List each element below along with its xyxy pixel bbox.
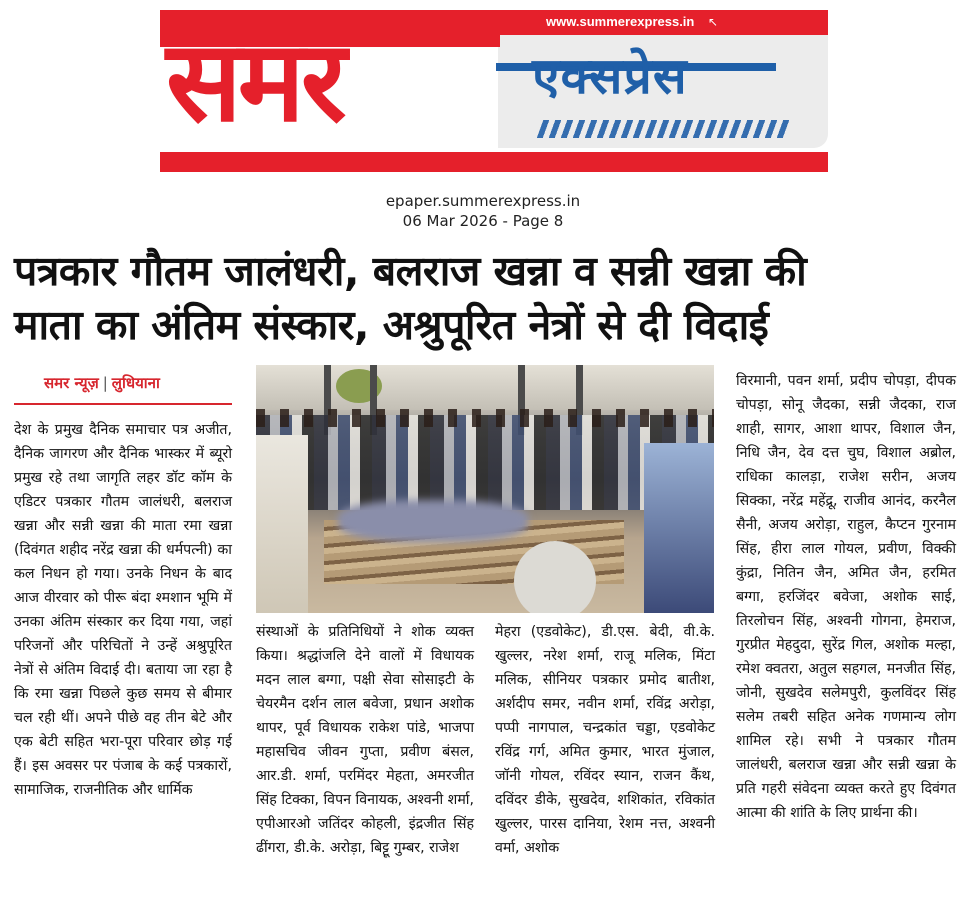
photo-crowd-heads bbox=[256, 409, 714, 427]
article-text: देश के प्रमुख दैनिक समाचार पत्र अजीत, दैनिक जागरण और दैनिक भास्कर में ब्यूरो प्रमुख रहे तथा जागृति लहर डॉट कॉम के एडिटर पत्रकार गौतम जालंधरी, बलराज खन्ना और सन्नी खन्ना की माता रमा खन्ना (दिवंगत शहीद नरेंद्र खन्ना की धर्मपत्नी) का कल निधन हो गया। उनके निधन के बाद आज वीरवार को पीरू बंदा श्मशान भूमि में उनका अंतिम संस्कार कर दिया गया, जहां परिजनों और परिचितों ने उन्हें अश्रुपूरित नेत्रों से अंतिम विदाई दी। बताया जा रहा है कि रमा खन्ना पिछले कुछ समय से बीमार चल रही थीं। अपने पीछे वह तीन बेटे और एक बेटी सहित भरा-पूरा परिवार छोड़ गई हैं। इस अवसर पर पंजाब के कई पत्रकारों, सामाजिक, राजनीतिक और धार्मिक bbox=[14, 422, 232, 798]
article-text: मेहरा (एडवोकेट), डी.एस. बेदी, वी.के. खुल्लर, नरेश शर्मा, राजू मलिक, मिंटा मलिक, सीनियर पत्रकार प्रमोद बातीश, अर्शदीप समर, नवीन शर्मा, रविंद्र अरोड़ा, पप्पी नागपाल, चन्द्रकांत चड्डा, एडवोकेट रविंद्र गर्ग, अमित कुमार, भारत मुंजाल, जॉनी गोयल, रविंदर स्यान, राजन कैंथ, दविंदर डीके, सुखदेव, शशिकांत, रविकांत खुल्लर, पारस दानिया, रेशम नत्त, अश्वनी वर्मा, अशोक bbox=[495, 624, 715, 856]
byline bbox=[44, 373, 160, 393]
headline-line-1: पत्रकार गौतम जालंधरी, बलराज खन्ना व सन्नी खन्ना की bbox=[14, 247, 807, 295]
website-url[interactable]: www.summerexpress.in bbox=[546, 14, 695, 29]
masthead-logo bbox=[160, 10, 828, 172]
edition-date-page: 06 Mar 2026 - Page 8 bbox=[402, 212, 564, 230]
article-text: विरमानी, पवन शर्मा, प्रदीप चोपड़ा, दीपक चोपड़ा, सोनू जैदका, सन्नी जैदका, राज शाही, सागर, आशा थापर, विशाल जैन, निधि जैन, देव दत्त चुघ, विशाल अब्रोल, राधिका कालड़ा, राजेश सरीन, अजय सिक्का, नरेंद्र महेंद्रू, राजीव आनंद, करनैल सैनी, अजय अरोड़ा, राहुल, कैप्टन गुरनाम सिंह, हीरा लाल गोयल, प्रवीण, विक्की कुंद्रा, नितिन जैन, अमित जैन, हरमित बग्गा, हरजिंदर बवेजा, अशोक साई, तिरलोचन सिंह, अश्वनी गोगना, हेमराज, गुरप्रीत मेहदुदा, सुरेंद्र गिल, अशोक मल्हा, रमेश क्वतरा, अतुल सहगल, मनजीत सिंह, जोनी, सुखदेव सलेमपुरी, कुलविंदर सिंह सलेम तबरी सहित अनेक गणमान्य लोग शामिल रहे। सभी ने पत्रकार गौतम जालंधरी, बलराज खन्ना और सन्नी खन्ना के प्रति गहरी संवेदना व्यक्त करते हुए दिवंगत आत्मा की शांति के लिए प्रार्थना की। bbox=[736, 373, 956, 821]
byline-separator: | bbox=[102, 374, 108, 392]
article-column-4 bbox=[736, 369, 956, 825]
byline-city: लुधियाना bbox=[111, 374, 160, 392]
article-column-2 bbox=[256, 620, 474, 860]
article-headline bbox=[14, 244, 954, 352]
photo-person-right bbox=[644, 443, 714, 613]
masthead-stripes bbox=[537, 120, 794, 138]
brand-secondary: एक्सप्रेस bbox=[532, 47, 688, 105]
cursor-arrow-icon: ↖ bbox=[708, 15, 719, 29]
masthead-bottom-bar bbox=[160, 152, 828, 172]
byline-rule bbox=[14, 403, 232, 405]
photo-foreground-head bbox=[514, 541, 596, 613]
brand-primary: समर bbox=[166, 17, 343, 147]
epaper-site: epaper.summerexpress.in bbox=[385, 192, 581, 210]
headline-line-2: माता का अंतिम संस्कार, अश्रुपूरित नेत्रों से दी विदाई bbox=[14, 301, 769, 349]
photo-person-left bbox=[256, 435, 308, 613]
article-column-3 bbox=[495, 620, 715, 860]
article-text: संस्थाओं के प्रतिनिधियों ने शोक व्यक्त किया। श्रद्धांजलि देने वालों में विधायक मदन लाल बग्गा, पक्षी सेवा सोसाइटी के चेयरमैन दर्शन लाल बवेजा, प्रधान अशोक थापर, पूर्व विधायक राकेश पांडे, भाजपा महासचिव जीवन गुप्ता, प्रवीण बंसल, आर.डी. शर्मा, परमिंदर मेहता, अमरजीत सिंह टिक्का, विपन विनायक, अश्वनी शर्मा, एपीआरओ जतिंदर कोहली, इंद्रजीत सिंह ढींगरा, डी.के. अरोड़ा, बिट्टू गुम्बर, राजेश bbox=[256, 624, 474, 856]
article-column-1 bbox=[14, 418, 232, 802]
byline-source: समर न्यूज़ bbox=[44, 374, 99, 392]
photo-blurred-area bbox=[338, 500, 528, 542]
funeral-photo bbox=[256, 365, 714, 613]
